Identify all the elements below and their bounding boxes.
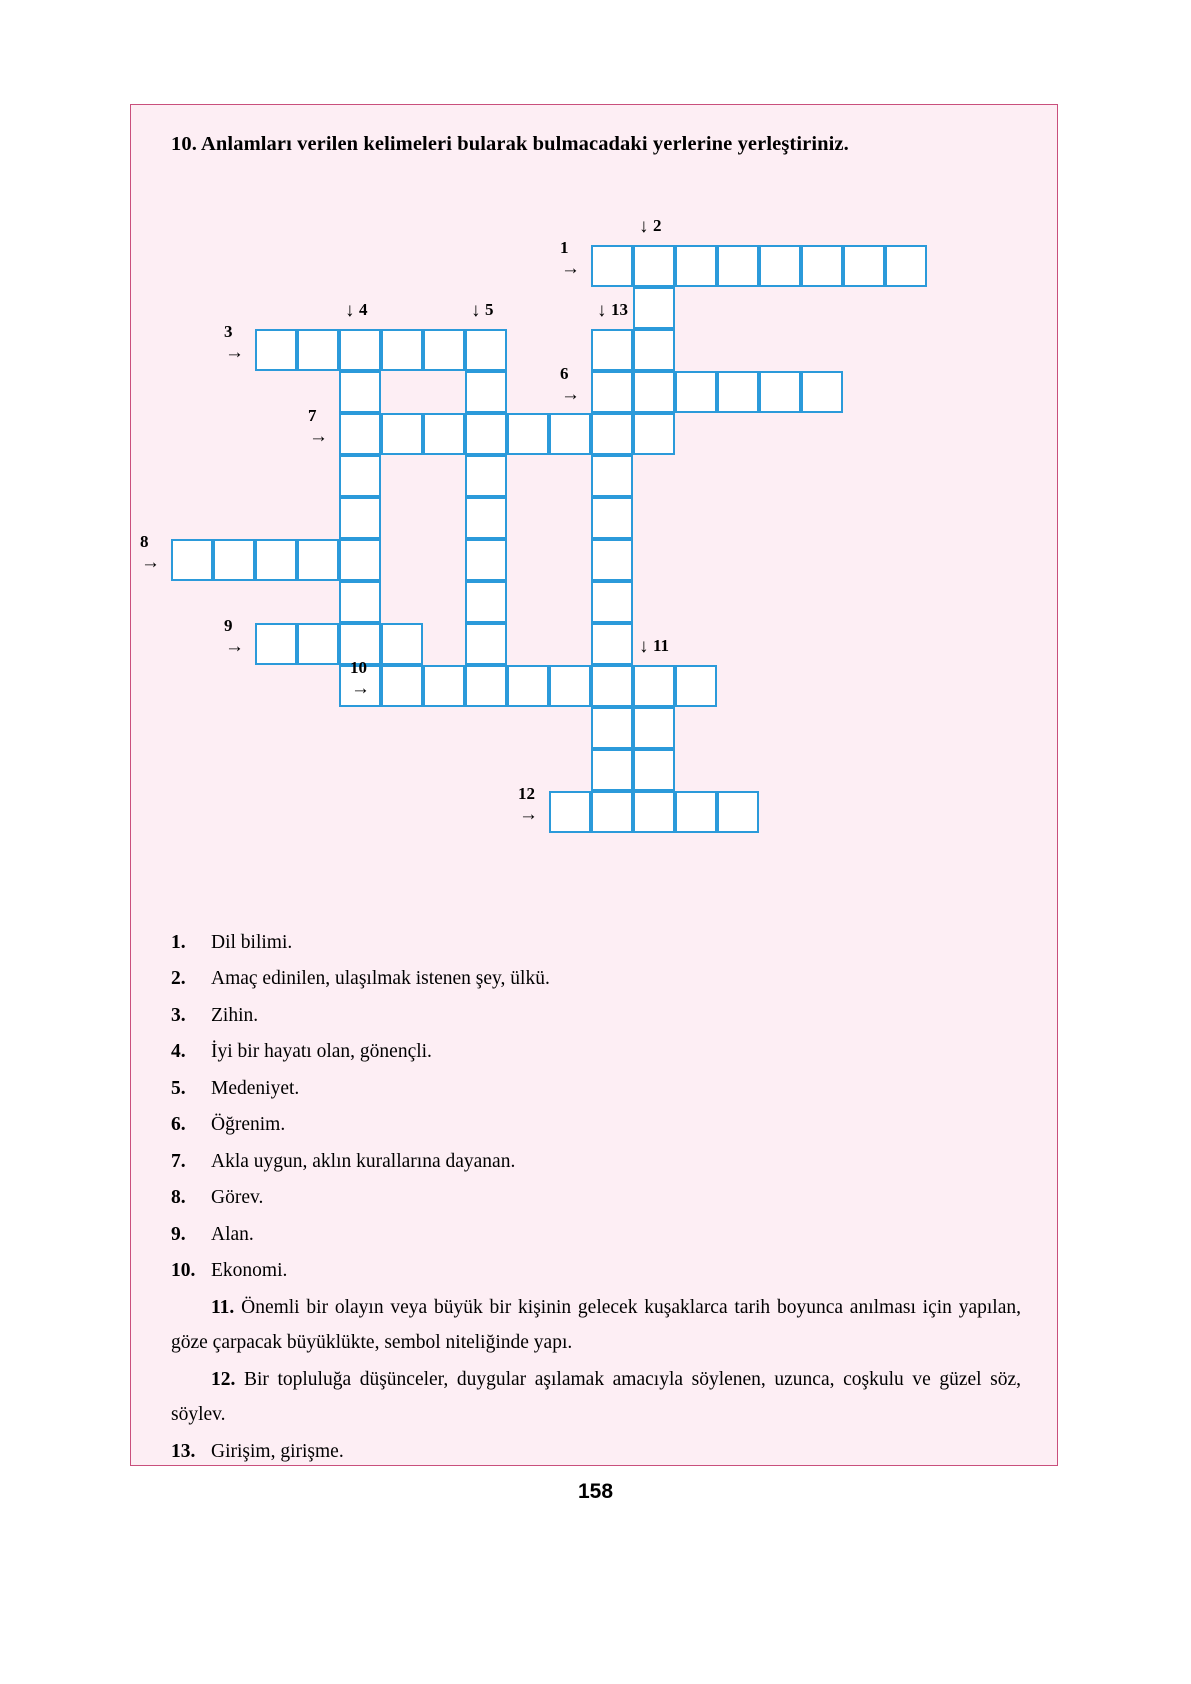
clue-number: 5. xyxy=(171,1077,186,1099)
crossword-cell[interactable] xyxy=(423,413,465,455)
crossword-cell[interactable] xyxy=(633,665,675,707)
crossword-cell[interactable] xyxy=(591,791,633,833)
crossword-cell[interactable] xyxy=(801,371,843,413)
crossword-cell[interactable] xyxy=(465,455,507,497)
crossword-cell[interactable] xyxy=(465,371,507,413)
crossword-cell[interactable] xyxy=(633,245,675,287)
crossword-cell[interactable] xyxy=(591,581,633,623)
crossword-cell[interactable] xyxy=(717,371,759,413)
clue-item xyxy=(171,1034,1021,1069)
crossword-cell[interactable] xyxy=(633,791,675,833)
crossword-number-3: 3 xyxy=(224,322,233,341)
crossword-cell[interactable] xyxy=(423,329,465,371)
crossword-cell[interactable] xyxy=(381,665,423,707)
crossword-arrow-down xyxy=(471,301,481,320)
crossword-cell[interactable] xyxy=(633,707,675,749)
clue-text: Görev. xyxy=(211,1187,264,1209)
crossword-cell[interactable] xyxy=(381,413,423,455)
crossword-arrow-right xyxy=(309,427,328,446)
clue-number: 10. xyxy=(171,1260,196,1282)
crossword-cell[interactable] xyxy=(801,245,843,287)
crossword-cell[interactable] xyxy=(549,413,591,455)
crossword-cell[interactable] xyxy=(591,665,633,707)
clue-number: 4. xyxy=(171,1041,186,1063)
crossword-cell[interactable] xyxy=(591,707,633,749)
crossword-cell[interactable] xyxy=(591,413,633,455)
crossword-cell[interactable] xyxy=(633,329,675,371)
clue-number: 2. xyxy=(171,968,186,990)
clue-item xyxy=(171,1071,1021,1106)
clue-number: 13. xyxy=(171,1440,196,1462)
crossword-number-2: 2 xyxy=(653,216,662,235)
clue-item xyxy=(171,1434,1021,1469)
crossword-number-9: 9 xyxy=(224,616,233,635)
clue-text: Önemli bir olayın veya büyük bir kişinin gelecek kuşaklarca tarih boyunca anılması için yapılan, göze çarpacak büyüklükte, sembol niteliğinde yapı. xyxy=(171,1296,1021,1354)
crossword-cell[interactable] xyxy=(297,539,339,581)
crossword-arrow-down xyxy=(639,217,649,236)
crossword-number-10: 10 xyxy=(350,658,367,677)
crossword-cell[interactable] xyxy=(633,413,675,455)
clue-item xyxy=(171,1253,1021,1288)
clue-text: Alan. xyxy=(211,1223,254,1245)
clue-number: 6. xyxy=(171,1114,186,1136)
crossword-cell[interactable] xyxy=(591,329,633,371)
clue-number: 8. xyxy=(171,1187,186,1209)
page-number: 158 xyxy=(577,1480,614,1503)
clue-number: 11. xyxy=(211,1296,235,1318)
clue-item xyxy=(171,1180,1021,1215)
clue-item xyxy=(171,1107,1021,1142)
crossword-cell[interactable] xyxy=(465,329,507,371)
crossword-cell[interactable] xyxy=(339,497,381,539)
crossword-arrow-right xyxy=(225,343,244,362)
crossword-arrow-down xyxy=(345,301,355,320)
crossword-cell[interactable] xyxy=(675,371,717,413)
clue-item xyxy=(171,961,1021,996)
crossword-cell[interactable] xyxy=(339,581,381,623)
clue-text: Öğrenim. xyxy=(211,1114,286,1136)
clue-item xyxy=(171,1217,1021,1252)
clue-text: Amaç edinilen, ulaşılmak istenen şey, ülkü. xyxy=(211,968,550,990)
clue-item xyxy=(171,1290,1021,1361)
clue-item xyxy=(171,925,1021,960)
crossword-arrow-right xyxy=(225,637,244,656)
crossword-cell[interactable] xyxy=(591,749,633,791)
crossword-cell[interactable] xyxy=(255,539,297,581)
crossword-cell[interactable] xyxy=(591,245,633,287)
crossword-cell[interactable] xyxy=(591,539,633,581)
crossword-cell[interactable] xyxy=(843,245,885,287)
crossword-cell[interactable] xyxy=(297,329,339,371)
crossword-cell[interactable] xyxy=(297,623,339,665)
crossword-cell[interactable] xyxy=(381,329,423,371)
clue-text: Girişim, girişme. xyxy=(211,1440,344,1462)
crossword-cell[interactable] xyxy=(171,539,213,581)
crossword-cell[interactable] xyxy=(675,245,717,287)
clue-number: 9. xyxy=(171,1223,186,1245)
crossword-cell[interactable] xyxy=(465,623,507,665)
crossword-arrow-right xyxy=(351,679,370,698)
crossword-cell[interactable] xyxy=(339,539,381,581)
crossword-cell[interactable] xyxy=(633,749,675,791)
clue-text: Bir topluluğa düşünceler, duygular aşılamak amacıyla söylenen, uzunca, coşkulu ve güzel söz, söylev. xyxy=(171,1368,1021,1426)
clue-text: Akla uygun, aklın kurallarına dayanan. xyxy=(211,1150,516,1172)
clue-number: 12. xyxy=(211,1368,236,1390)
crossword-cell[interactable] xyxy=(675,791,717,833)
crossword-cell[interactable] xyxy=(423,665,465,707)
clue-text: Zihin. xyxy=(211,1004,259,1026)
crossword-arrow-right xyxy=(141,553,160,572)
crossword-number-1: 1 xyxy=(560,238,569,257)
clue-text: Dil bilimi. xyxy=(211,932,293,953)
crossword-cell[interactable] xyxy=(255,623,297,665)
crossword-number-12: 12 xyxy=(518,784,535,803)
crossword-number-5: 5 xyxy=(485,300,494,319)
crossword-arrow-right xyxy=(561,259,580,278)
crossword-cell[interactable] xyxy=(591,371,633,413)
crossword-cell[interactable] xyxy=(591,497,633,539)
clue-text: İyi bir hayatı olan, gönençli. xyxy=(211,1041,432,1063)
crossword-number-11: 11 xyxy=(653,636,670,655)
crossword-grid xyxy=(131,185,1059,945)
crossword-cell[interactable] xyxy=(549,791,591,833)
crossword-cell[interactable] xyxy=(591,623,633,665)
crossword-cell[interactable] xyxy=(507,665,549,707)
clue-text: Medeniyet. xyxy=(211,1077,300,1099)
crossword-cell[interactable] xyxy=(465,539,507,581)
clue-item xyxy=(171,1362,1021,1433)
crossword-cell[interactable] xyxy=(339,455,381,497)
crossword-arrow-down xyxy=(597,301,607,320)
crossword-cell[interactable] xyxy=(591,455,633,497)
crossword-cell[interactable] xyxy=(255,329,297,371)
clue-number: 1. xyxy=(171,932,186,953)
clue-list xyxy=(171,925,1021,1470)
clue-text: Ekonomi. xyxy=(211,1260,288,1282)
crossword-cell[interactable] xyxy=(339,371,381,413)
crossword-number-7: 7 xyxy=(308,406,317,425)
crossword-cell[interactable] xyxy=(381,623,423,665)
worksheet-page xyxy=(130,104,1058,1466)
exercise-title: 10. Anlamları verilen kelimeleri bularak bulmacadaki yerlerine yerleştiriniz. xyxy=(171,133,849,155)
crossword-cell[interactable] xyxy=(465,581,507,623)
crossword-cell[interactable] xyxy=(717,791,759,833)
crossword-cell[interactable] xyxy=(759,371,801,413)
crossword-number-4: 4 xyxy=(359,300,368,319)
crossword-cell[interactable] xyxy=(465,665,507,707)
crossword-cell[interactable] xyxy=(717,245,759,287)
crossword-cell[interactable] xyxy=(633,287,675,329)
crossword-cell[interactable] xyxy=(339,413,381,455)
crossword-cell[interactable] xyxy=(675,665,717,707)
clue-number: 7. xyxy=(171,1150,186,1172)
crossword-number-8: 8 xyxy=(140,532,149,551)
crossword-cell[interactable] xyxy=(339,329,381,371)
clue-item xyxy=(171,998,1021,1033)
crossword-arrow-down xyxy=(639,637,649,656)
crossword-cell[interactable] xyxy=(885,245,927,287)
crossword-cell[interactable] xyxy=(507,413,549,455)
crossword-cell[interactable] xyxy=(213,539,255,581)
crossword-cell[interactable] xyxy=(633,371,675,413)
clue-item xyxy=(171,1144,1021,1179)
crossword-cell[interactable] xyxy=(465,497,507,539)
crossword-cell[interactable] xyxy=(549,665,591,707)
crossword-number-6: 6 xyxy=(560,364,569,383)
crossword-number-13: 13 xyxy=(611,300,628,319)
crossword-cell[interactable] xyxy=(759,245,801,287)
crossword-arrow-right xyxy=(561,385,580,404)
crossword-arrow-right xyxy=(519,805,538,824)
crossword-cell[interactable] xyxy=(465,413,507,455)
clue-number: 3. xyxy=(171,1004,186,1026)
